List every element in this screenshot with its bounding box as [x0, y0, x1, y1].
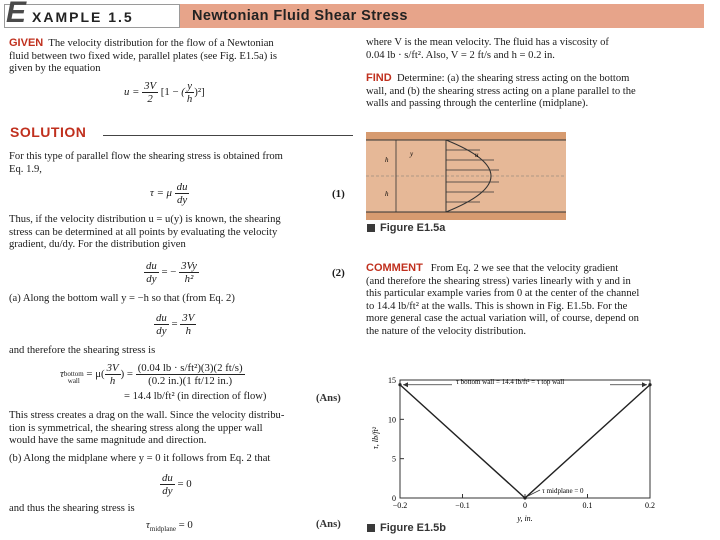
given-line-3: given by the equation — [9, 63, 101, 75]
sol-p2a: Thus, if the velocity distribution u = u(y) is known, the shearing — [9, 214, 281, 225]
eq2-ln: du — [146, 260, 157, 272]
equation-1-number: (1) — [332, 188, 345, 200]
eq3-lfrac — [154, 312, 169, 337]
y-tick-label: 15 — [388, 376, 396, 385]
data-point — [523, 496, 526, 499]
eq3-rd: h — [185, 325, 191, 337]
sol-p4c: would have the same magnitude and direction. — [9, 435, 207, 447]
comment-line5: more general case the actual variation will, of course, depend on — [366, 313, 639, 325]
eq4-tau: τ — [60, 367, 64, 380]
chart-annotation-top: τ bottom wall = 14.4 lb/ft² = τ top wall — [456, 378, 565, 386]
eq4-ld: h — [109, 375, 116, 387]
eq4-ln: 3V — [106, 362, 119, 374]
eq4-mid: = μ( — [86, 367, 105, 380]
sol-p4b: tion is symmetrical, the shearing stress along the upper wall — [9, 422, 263, 434]
given-continued — [366, 37, 712, 62]
h-top-label: h — [385, 156, 389, 164]
chart-axes — [400, 380, 650, 498]
eq1-frac — [175, 181, 190, 206]
sol-p2b: stress can be determined at all points by evaluating the velocity — [9, 226, 278, 238]
solution-p1 — [9, 151, 354, 176]
x-tick-label: −0.2 — [392, 501, 408, 510]
u-label: u — [475, 151, 479, 159]
eq2-eq: = − — [161, 265, 177, 278]
part-a-line: (a) Along the bottom wall y = −h so that (from Eq. 2) — [9, 293, 235, 304]
eq1-num: du — [176, 181, 188, 193]
solution-heading: SOLUTION — [10, 124, 87, 140]
given-heading: GIVEN — [9, 37, 44, 49]
caption-square-icon-b — [367, 524, 375, 532]
comment-line6: the nature of the velocity distribution. — [366, 325, 527, 337]
answer-2: (Ans) — [316, 519, 341, 530]
eq2-ld: dy — [146, 273, 157, 285]
figure-a-caption — [367, 222, 445, 234]
y-tick-label: 0 — [392, 494, 396, 503]
eq6-end: = 0 — [178, 519, 193, 531]
x-tick-label: 0.1 — [582, 501, 593, 510]
caption-square-icon — [367, 224, 375, 232]
given-line-1: The velocity distribution for the flow of a Newtonian — [48, 38, 274, 49]
y-tick-label: 5 — [392, 454, 396, 464]
sol-p1b: Eq. 1.9, — [9, 163, 42, 175]
comment-line3: this particular example varies from 0 at the center of the channel — [366, 288, 640, 300]
chart-annotation-midplane: τ midplane = 0 — [542, 487, 584, 495]
eq5-d: dy — [162, 485, 173, 497]
eq4-lfrac — [105, 362, 121, 387]
y-label: y — [410, 150, 414, 158]
equation-4-result: = 14.4 lb/ft² (in direction of flow) — [124, 391, 267, 402]
eq-lhs: u = — [124, 85, 140, 98]
figure-b-caption — [367, 522, 446, 534]
data-point — [398, 383, 401, 386]
data-point — [648, 383, 651, 386]
eq2-rn: 3Vy — [181, 260, 197, 272]
x-tick-label: 0.2 — [645, 501, 655, 510]
eq3-rfrac — [180, 312, 196, 337]
eq4-sub1: bottom — [63, 369, 84, 378]
x-tick-label: 0 — [523, 501, 527, 510]
chart-x-label: y, in. — [517, 514, 533, 523]
given-paragraph — [9, 37, 354, 76]
eq4-sub2: wall — [67, 376, 80, 385]
eq2-lfrac — [144, 260, 159, 285]
sol-p1a: For this type of parallel flow the shearing stress is obtained from — [9, 151, 283, 162]
bottom-plate — [366, 212, 566, 220]
eq6-tau: τ — [146, 519, 150, 531]
eq-yfrac — [185, 80, 194, 105]
eq4-end: ) = — [120, 367, 133, 380]
example-label: XAMPLE 1.5 — [32, 9, 134, 25]
arrowhead-left-icon — [403, 382, 408, 387]
comment-line1: From Eq. 2 we see that the velocity gradient — [430, 263, 619, 274]
equation-5 — [160, 472, 192, 497]
chart-tick-labels — [388, 376, 655, 510]
eq3-ln: du — [156, 312, 167, 324]
figure-e1-5b-chart — [360, 360, 660, 524]
eq-frac — [142, 80, 158, 105]
solution-rule — [103, 135, 353, 136]
fig-b-label: Figure E1.5b — [380, 522, 447, 534]
eq2-rd: h² — [184, 273, 194, 285]
shear-stress-line — [400, 385, 650, 498]
solution-p5: and thus the shearing stress is — [9, 503, 135, 514]
eq4-rn: (0.04 lb · s/ft²)(3)(2 ft/s) — [137, 362, 243, 374]
comment-heading: COMMENT — [366, 262, 423, 274]
velocity-equation: u = $\frac{3V}{2}$ [1 − ( $\frac{y}{h}$ )²] — [124, 80, 205, 105]
find-line1: Determine: (a) the shearing stress acting on the bottom — [396, 73, 630, 84]
comment-line2: (and therefore the shearing stress) varies linearly with y and in — [366, 275, 631, 287]
eq3-rn: 3V — [182, 312, 195, 324]
find-line2: wall, and (b) the shearing stress acting on a plane parallel to the — [366, 85, 636, 97]
eq5-frac — [160, 472, 175, 497]
eq5-n: du — [162, 472, 173, 484]
find-heading: FIND — [366, 72, 392, 84]
eq-den: 2 — [147, 93, 153, 105]
equation-4 — [60, 362, 245, 387]
rt-line2: 0.04 lb · s/ft². Also, V = 2 ft/s and h = 0.2 in. — [366, 49, 555, 61]
fig-a-label: Figure E1.5a — [380, 222, 446, 234]
top-plate — [366, 132, 566, 140]
arrowhead-right-icon — [642, 382, 647, 387]
h-bottom-label: h — [385, 190, 389, 198]
rt-line1: where V is the mean velocity. The fluid has a viscosity of — [366, 37, 609, 48]
comment-paragraph — [366, 262, 712, 339]
eq4-rd: (0.2 in.)(1 ft/12 in.) — [148, 375, 233, 387]
eq1-den: dy — [176, 194, 188, 206]
y-tick-label: 10 — [388, 415, 396, 425]
part-b-line: (b) Along the midplane where y = 0 it follows from Eq. 2 that — [9, 453, 271, 464]
solution-p4 — [9, 410, 354, 448]
find-line3: walls and passing through the centerline (midplane). — [366, 98, 589, 110]
find-paragraph — [366, 72, 712, 111]
eq-num: 3V — [144, 80, 157, 92]
example-title: Newtonian Fluid Shear Stress — [192, 8, 408, 24]
given-line-2: fluid between two fixed wide, parallel plates (see Fig. E1.5a) is — [9, 50, 277, 62]
equation-3: $\frac{du}{dy}$ = $\frac{3V}{h}$ — [156, 312, 195, 337]
solution-p2 — [9, 214, 354, 252]
solution-p3: and therefore the shearing stress is — [9, 345, 156, 356]
eq2-rfrac — [179, 260, 199, 285]
equation-6 — [146, 519, 193, 536]
example-letter: E — [6, 0, 27, 29]
sol-p2c: gradient, du/dy. For the distribution given — [9, 239, 186, 251]
equation-1 — [150, 181, 189, 206]
eq1-lhs: τ = μ — [150, 186, 172, 199]
figure-e1-5a — [366, 132, 566, 220]
chart-y-label: τ, lb/ft² — [371, 426, 380, 450]
eq-yn: y — [187, 80, 192, 92]
x-tick-label: −0.1 — [455, 501, 470, 510]
equation-2 — [144, 260, 199, 285]
eq-bracket: [1 − — [160, 85, 179, 98]
sol-p4a: This stress creates a drag on the wall. Since the velocity distribu- — [9, 410, 285, 421]
eq4-rfrac — [136, 362, 245, 387]
eq6-sub: midplane — [149, 525, 176, 534]
chart-frame — [400, 380, 650, 498]
eq-end: )²] — [194, 85, 205, 98]
comment-line4: to 14.4 lb/ft² at the walls. This is shown in Fig. E1.5b. For the — [366, 300, 628, 312]
eq3-ld: dy — [156, 325, 167, 337]
eq5-eq: = 0 — [177, 477, 192, 490]
eq-yd: h — [186, 93, 193, 105]
answer-1: (Ans) — [316, 393, 341, 404]
chart-series — [398, 382, 651, 499]
equation-2-number: (2) — [332, 267, 345, 279]
